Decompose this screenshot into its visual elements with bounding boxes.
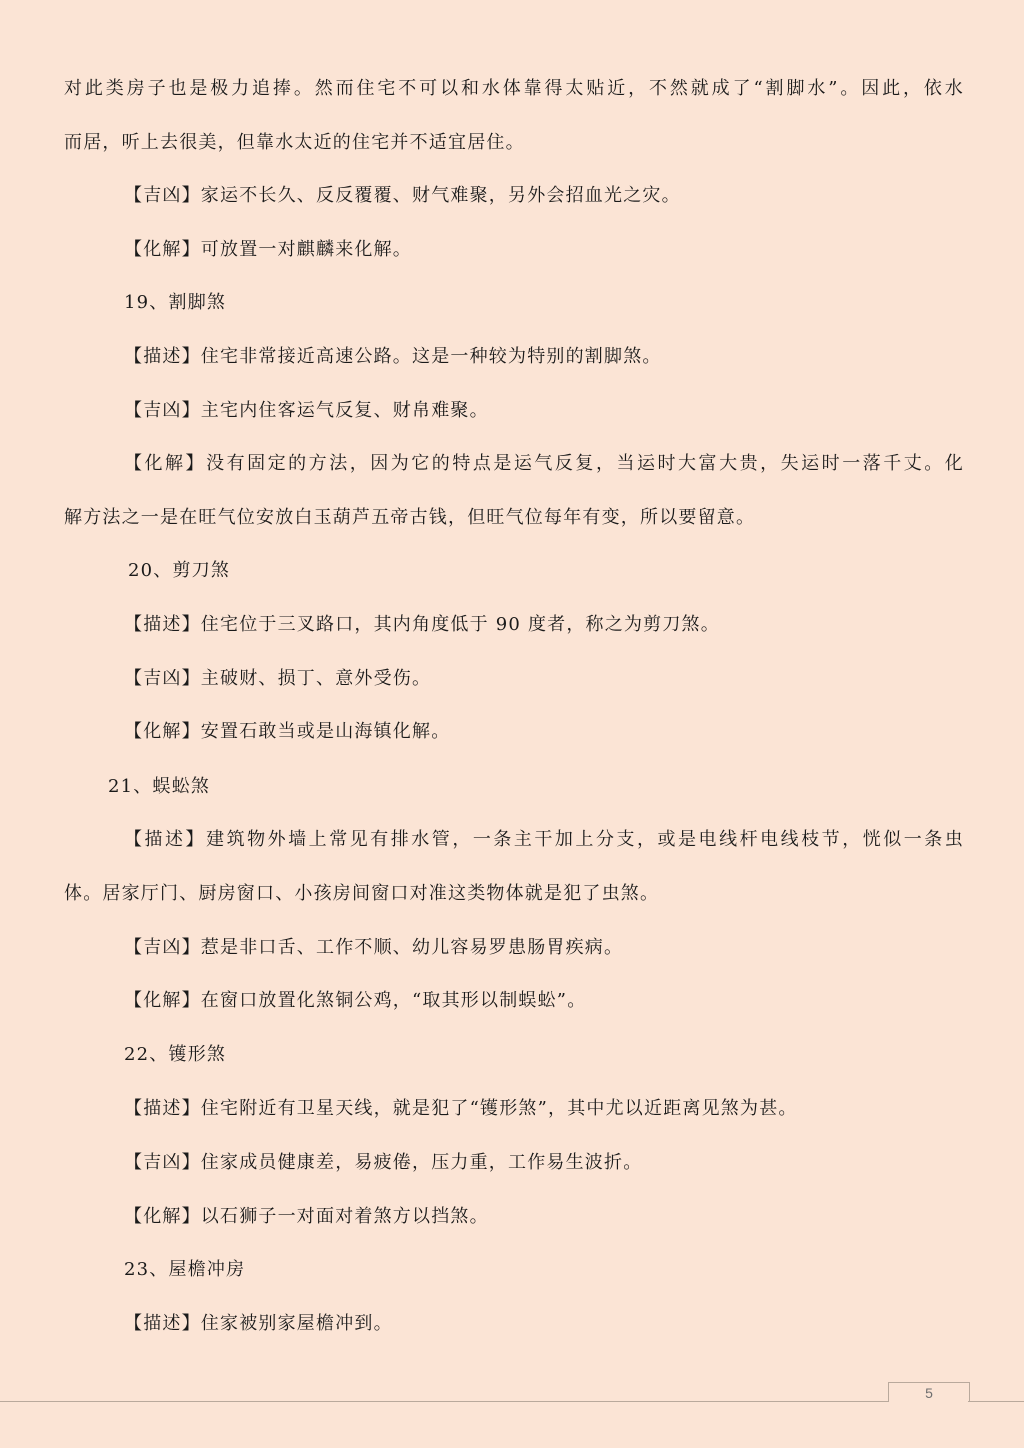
text-line: 【化解】可放置一对麒麟来化解。 <box>124 239 412 260</box>
text-line: 【吉凶】主破财、损丁、意外受伤。 <box>124 668 432 689</box>
text-line: 对此类房子也是极力追捧。然而住宅不可以和水体靠得太贴近，不然就成了“割脚水”。因此，依水 <box>64 78 964 99</box>
text-line: 而居，听上去很美，但靠水太近的住宅并不适宜居住。 <box>64 132 525 153</box>
text-line: 【吉凶】住家成员健康差，易疲倦，压力重，工作易生波折。 <box>124 1152 643 1173</box>
footer-rule <box>0 1401 888 1402</box>
text-line: 【化解】安置石敢当或是山海镇化解。 <box>124 721 451 742</box>
text-line: 【化解】在窗口放置化煞铜公鸡，“取其形以制蜈蚣”。 <box>124 990 587 1011</box>
text-line: 体。居家厅门、厨房窗口、小孩房间窗口对准这类物体就是犯了虫煞。 <box>64 883 660 904</box>
text-line: 【化解】没有固定的方法，因为它的特点是运气反复，当运时大富大贵，失运时一落千丈。化 <box>124 453 964 474</box>
text-line: 【描述】建筑物外墙上常见有排水管，一条主干加上分支，或是电线杆电线枝节，恍似一条虫 <box>124 829 964 850</box>
text-line: 【吉凶】主宅内住客运气反复、财帛难聚。 <box>124 400 489 421</box>
section-heading: 20、剪刀煞 <box>128 560 231 581</box>
section-heading: 22、镬形煞 <box>124 1044 227 1065</box>
section-heading: 23、屋檐冲房 <box>124 1259 246 1280</box>
text-line: 【吉凶】惹是非口舌、工作不顺、幼儿容易罗患肠胃疾病。 <box>124 937 624 958</box>
text-line: 【化解】以石狮子一对面对着煞方以挡煞。 <box>124 1206 489 1227</box>
text-line: 【描述】住宅位于三叉路口，其内角度低于 90 度者，称之为剪刀煞。 <box>124 614 720 635</box>
footer-rule <box>968 1401 1024 1402</box>
section-heading: 21、蜈蚣煞 <box>108 776 211 797</box>
text-line: 【描述】住宅附近有卫星天线，就是犯了“镬形煞”，其中尤以近距离见煞为甚。 <box>124 1098 798 1119</box>
page-number: 5 <box>925 1385 933 1401</box>
page-number-tab <box>888 1382 970 1402</box>
text-line: 【描述】住宅非常接近高速公路。这是一种较为特别的割脚煞。 <box>124 346 662 367</box>
text-line: 【描述】住家被别家屋檐冲到。 <box>124 1313 393 1334</box>
text-line: 解方法之一是在旺气位安放白玉葫芦五帝古钱，但旺气位每年有变，所以要留意。 <box>64 507 756 528</box>
text-line: 【吉凶】家运不长久、反反覆覆、财气难聚，另外会招血光之灾。 <box>124 185 681 206</box>
section-heading: 19、割脚煞 <box>124 292 227 313</box>
